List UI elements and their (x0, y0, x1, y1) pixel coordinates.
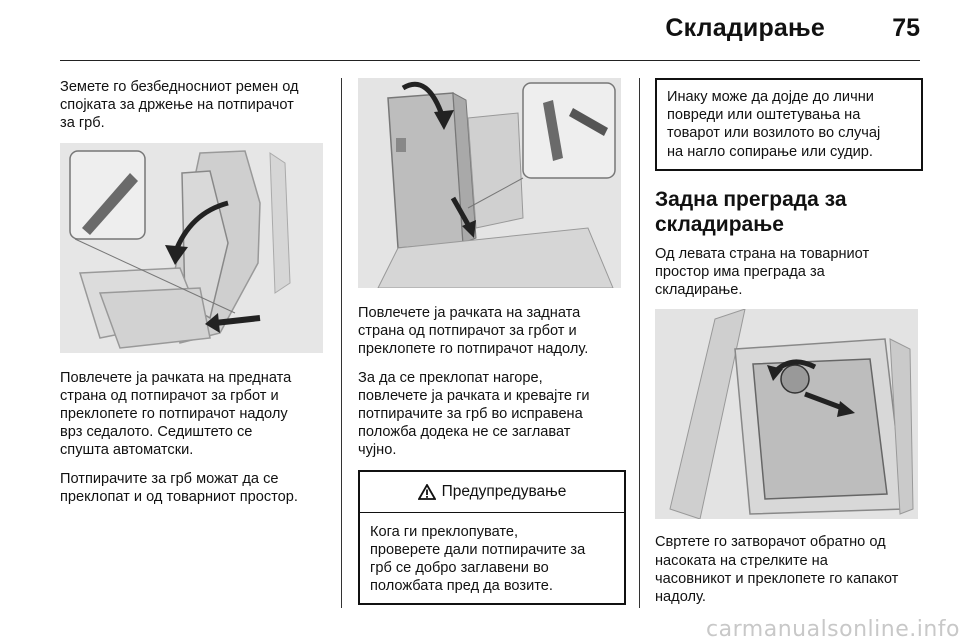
col1-para2: Повлечете ја рачката на предната страна од потпирачот за грбот и преклопете го потпирачот надолу врз седалото. Седиштето се спушта автоматски. (60, 369, 292, 459)
column-1 (60, 78, 330, 516)
warning-box (358, 470, 626, 606)
column-2 (358, 78, 626, 605)
header-rule (60, 60, 920, 61)
figure-rear-seat-fold (358, 78, 621, 288)
warning-body: Кога ги преклопувате, проверете дали потпирачите за грб се добро заглавени во положбата пред да возите. (370, 523, 586, 595)
col3-para2: Свртете го затворачот обратно од насоката на стрелките на часовникот и преклопете го капакот надолу. (655, 534, 899, 606)
warning-triangle-icon (418, 484, 436, 500)
column-3 (655, 78, 923, 616)
page-header-title: Складирање (665, 14, 825, 42)
col2-para1: Повлечете ја рачката на задната страна од потпирачот за грбот и преклопете го потпирачот надолу. (358, 305, 589, 358)
col1-para1: Земете го безбедносниот ремен од спојката за држење на потпирачот за грб. (60, 79, 299, 132)
watermark: carmanualsonline.info (706, 617, 960, 642)
section-title: Задна преграда за складирање (655, 187, 847, 236)
col1-para3: Потпирачите за грб можат да се преклопат и од товарниот простор. (60, 470, 298, 505)
col3-para1: Од левата страна на товарниот простор има преграда за складирање. (655, 245, 870, 299)
note-box: Инаку може да дојде до лични повреди или оштетувања на товарот или возилото во случај на нагло сопирање или судир. (655, 78, 923, 171)
figure-storage-compartment (655, 309, 918, 519)
warning-header (360, 472, 624, 513)
page-number: 75 (892, 14, 920, 42)
col2-para2: За да се преклопат нагоре, повлечете ја рачката и кревајте ги потпирачите за грб во исправена положба додека не се заглават чујно. (358, 369, 590, 459)
column-divider-2 (639, 78, 640, 608)
figure-front-seat-fold (60, 143, 323, 353)
column-divider-1 (341, 78, 342, 608)
warning-title: Предупредување (441, 482, 567, 500)
